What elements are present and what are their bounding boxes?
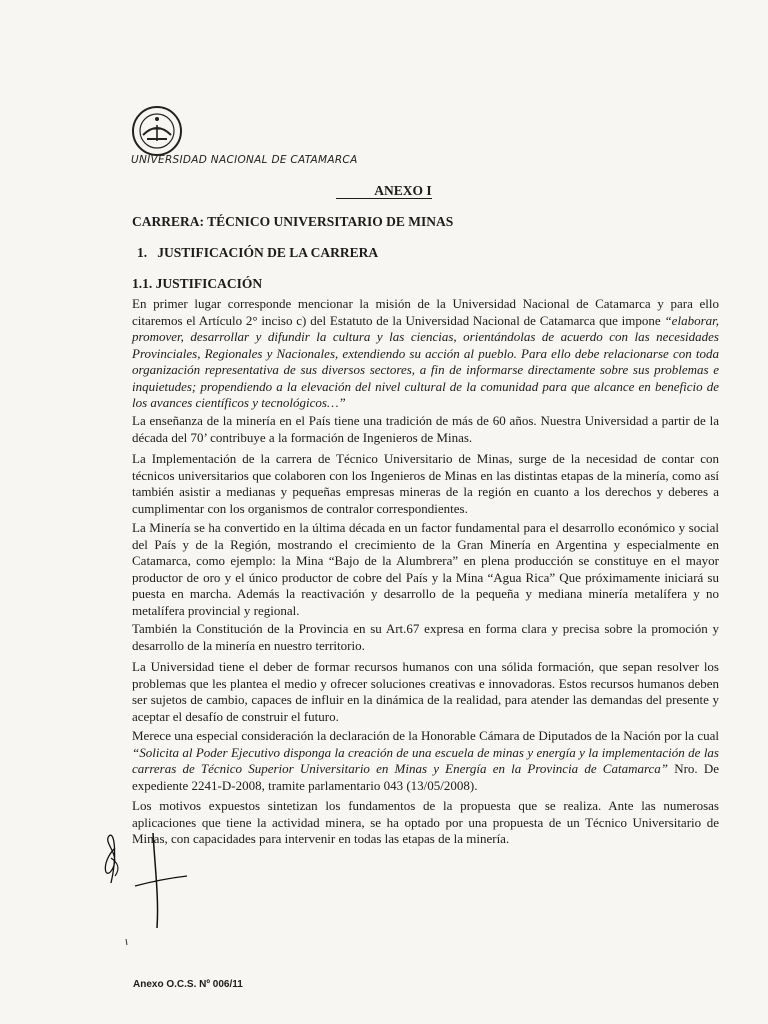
annex-title <box>0 183 768 199</box>
stray-mark <box>124 938 130 946</box>
paragraph-chamber-declaration <box>132 728 719 794</box>
paragraph-university-duty: La Universidad tiene el deber de formar recursos humanos con una sólida formación, que sepan resolver los problemas que les plantea el medio y ofrecer soluciones creativas e innovadoras. Estos recursos humanos deben ser sujetos de cambio, capaces de influir en la dinámica de la realidad, para atender las demandas del presente y aceptar el desafío de construir el futuro. <box>132 659 719 724</box>
handwritten-signature-icon <box>95 828 205 948</box>
paragraph-constitution: También la Constitución de la Provincia en su Art.67 expresa en forma clara y precisa sobre la promoción y desarrollo de la minería en nuestro territorio. <box>132 621 719 653</box>
declaration-intro: Merece una especial consideración la declaración de la Honorable Cámara de Diputados de la Nación por la cual <box>132 728 719 743</box>
career-title: CARRERA: TÉCNICO UNIVERSITARIO DE MINAS <box>132 214 454 229</box>
paragraph-implementation: La Implementación de la carrera de Técnico Universitario de Minas, surge de la necesidad de contar con técnicos universitarios que colaboren con los Ingenieros de Minas en las distintas etapas de la minería, como así también asistir a medianas y pequeñas empresas mineras de la región en cuanto a los derechos y deberes a cumplimentar con los organismos de contralor correspondientes. <box>132 451 719 516</box>
annex-title-text: ANEXO I <box>336 183 431 199</box>
paragraph-mission <box>132 296 719 412</box>
paragraph-tradition: La enseñanza de la minería en el País tiene una tradición de más de 60 años. Nuestra Universidad a partir de la década del 70’ contribuye a la formación de Ingenieros de Minas. <box>132 413 719 445</box>
paragraph-mission-intro: En primer lugar corresponde mencionar la misión de la Universidad Nacional de Catamarca y para ello citaremos el Artículo 2° inciso c) del Estatuto de la Universidad Nacional de Catamarca que impone <box>132 296 719 328</box>
paragraph-motives: Los motivos expuestos sintetizan los fundamentos de la propuesta que se realiza. Ante las numerosas aplicaciones que tiene la actividad minera, se ha optado por una propuesta de un Técnico Universitario de Minas, con capacidades para intervenir en todas las etapas de la minería. <box>132 798 719 846</box>
page-footer: Anexo O.C.S. Nº 006/11 <box>133 979 243 990</box>
paragraph-mining-growth: La Minería se ha convertido en la última década en un factor fundamental para el desarrollo económico y social del País y de la Región, mostrando el crecimiento de la Gran Minería en Argentina y especialmente en Catamarca, como ejemplo: la Mina “Bajo de la Alumbrera” en plena producción se constituye en el mayor productor de oro y el único productor de cobre del País y la Mina “Agua Rica” Que próximamente iniciará su puesta en marcha. Además la reactivación y desarrollo de la pequeña y mediana minería metalífera y no metalífera provincial y regional. <box>132 520 719 618</box>
university-seal-icon <box>131 105 183 157</box>
declaration-file-number: Nro. De expediente 2241-D-2008, tramite parlamentario 043 (13/05/2008). <box>132 761 719 793</box>
university-name: UNIVERSIDAD NACIONAL DE CATAMARCA <box>131 154 358 166</box>
statute-quote: “elaborar, promover, desarrollar y difundir la cultura y las ciencias, orientándolas de acuerdo con las necesidades Provinciales, Regionales y Nacionales, extendiendo su acción al pueblo. Para ello debe relacionarse con toda organización representativa de sus diversos sectores, a fin de informarse directamente sobre sus problemas e inquietudes; propendiendo a la elevación del nivel cultural de la comunidad para que alcance en beneficio de los avances científicos y tecnológicos…” <box>132 312 719 410</box>
subsection-title: 1.1. JUSTIFICACIÓN <box>132 276 263 291</box>
declaration-quote: “Solicita al Poder Ejecutivo disponga la creación de una escuela de minas y energía y la implementación de las carreras de Técnico Superior Universitario en Minas y Energía en la Provincia de Catamarca” <box>132 744 719 776</box>
section-title: 1. JUSTIFICACIÓN DE LA CARRERA <box>137 245 379 260</box>
